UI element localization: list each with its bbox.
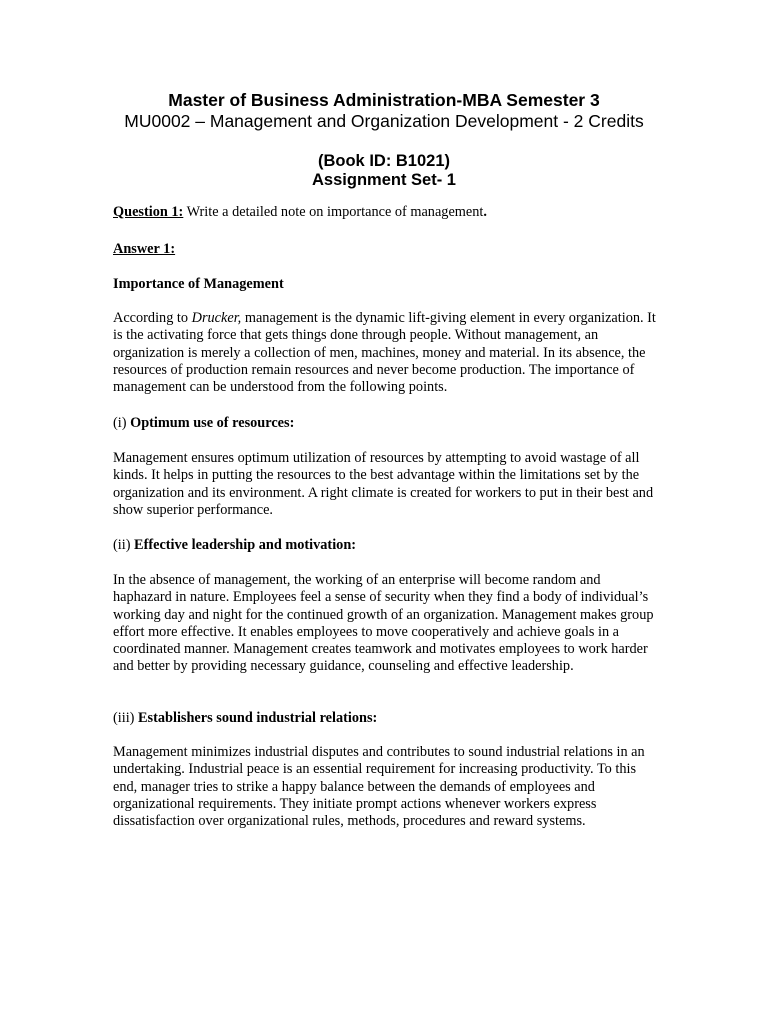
section-heading: Importance of Management <box>113 276 284 292</box>
point-1-heading <box>113 415 658 432</box>
intro-pre: According to <box>113 310 192 326</box>
intro-drucker: Drucker, <box>191 310 242 326</box>
course-title: MU0002 – Management and Organization Development - 2 Credits <box>124 111 644 131</box>
intro-paragraph <box>113 310 658 396</box>
point-2-body: In the absence of management, the working of an enterprise will become random and haphazard in nature. Employees feel a sense of security when they find a body of individual’s working day and night for the continued growth of an organization. Management makes group effort more effective. It enables employees to move cooperatively and achieve goals in a coordinated manner. Management creates teamwork and motivates employees to work harder and better by providing necessary guidance, counseling and effective leadership. <box>113 572 654 675</box>
question-label: Question 1: <box>113 204 184 220</box>
point-3-heading <box>113 710 658 727</box>
point-2-heading <box>113 537 658 554</box>
point-3-body: Management minimizes industrial disputes and contributes to sound industrial relations in an undertaking. Industrial peace is an essential requirement for increasing productivity. To this end, manager tries to strike a happy balance between the demands of employees and organizational requirements. They initiate prompt actions whenever workers express dissatisfaction over organizational rules, methods, procedures and reward systems. <box>113 744 645 830</box>
document-title: Master of Business Administration-MBA Semester 3 <box>168 90 600 110</box>
assignment-set: Assignment Set- 1 <box>312 171 456 189</box>
point-2-title: Effective leadership and motivation: <box>134 537 357 553</box>
question-end: . <box>483 204 487 220</box>
book-id: (Book ID: B1021) <box>317 152 451 170</box>
point-1-title: Optimum use of resources: <box>130 415 295 431</box>
point-3-title: Establishers sound industrial relations: <box>138 710 378 726</box>
point-3-num: (iii) <box>113 710 139 726</box>
answer-label: Answer 1: <box>113 241 176 257</box>
question-1 <box>113 204 658 221</box>
point-1-num: (i) <box>113 415 131 431</box>
question-text: Write a detailed note on importance of management <box>183 204 484 220</box>
point-2-num: (ii) <box>113 537 135 553</box>
intro-body: management is the dynamic lift-giving element in every organization. It is the activating force that gets things done through people. Without management, an organization is merely a collection of men, machines, money and material. In its absence, the resources of production remain resources and never become production. The importance of management can be understood from the following points. <box>113 310 656 396</box>
point-1-body: Management ensures optimum utilization of resources by attempting to avoid wastage of all kinds. It helps in putting the resources to the best advantage within the limitations set by the organization and its environment. A right climate is created for workers to put in their best and show superior performance. <box>113 450 654 518</box>
